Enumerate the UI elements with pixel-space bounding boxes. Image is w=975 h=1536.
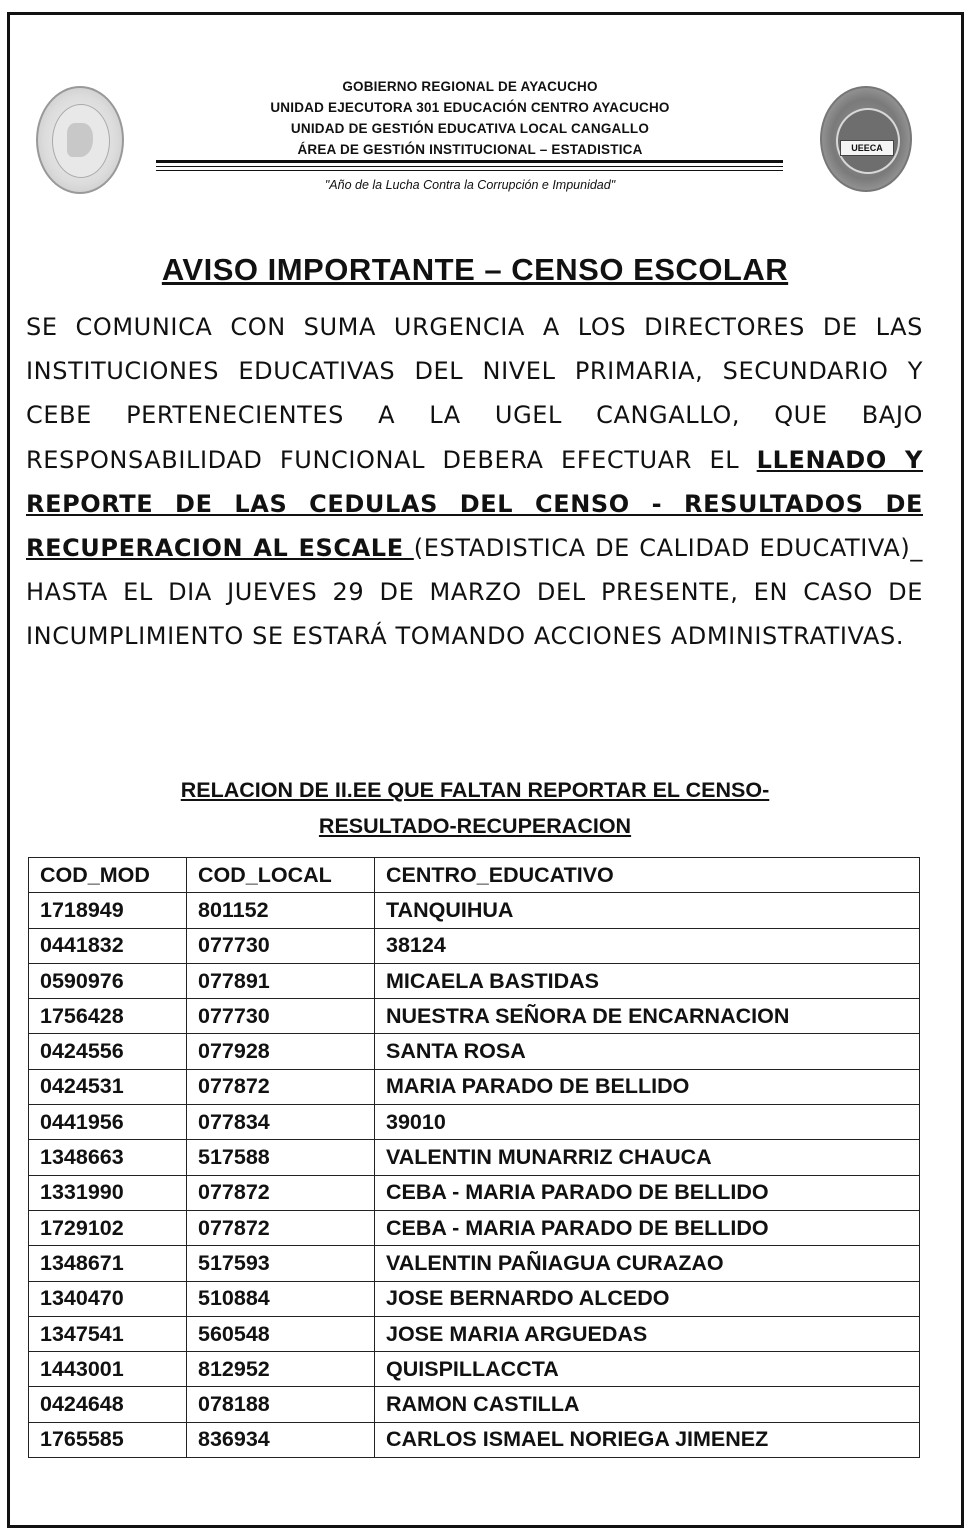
header-divider bbox=[156, 166, 783, 167]
cell-cod-mod: 1718949 bbox=[29, 893, 187, 928]
cell-cod-local: 077730 bbox=[187, 999, 375, 1034]
cell-centro-educativo: VALENTIN MUNARRIZ CHAUCA bbox=[375, 1140, 920, 1175]
cell-cod-mod: 1765585 bbox=[29, 1422, 187, 1457]
cell-cod-local: 077928 bbox=[187, 1034, 375, 1069]
column-header-cod-mod: COD_MOD bbox=[29, 858, 187, 893]
cell-cod-local: 801152 bbox=[187, 893, 375, 928]
table-row bbox=[29, 1175, 920, 1210]
column-header-centro-educativo: CENTRO_EDUCATIVO bbox=[375, 858, 920, 893]
table-row bbox=[29, 1210, 920, 1245]
table-row bbox=[29, 1246, 920, 1281]
cell-cod-local: 077891 bbox=[187, 963, 375, 998]
cell-centro-educativo: 39010 bbox=[375, 1105, 920, 1140]
table-row bbox=[29, 928, 920, 963]
list-title-line: RELACION DE II.EE QUE FALTAN REPORTAR EL CENSO- bbox=[180, 778, 770, 802]
table-body bbox=[29, 893, 920, 1458]
table-row bbox=[29, 1281, 920, 1316]
cell-cod-mod: 1348663 bbox=[29, 1140, 187, 1175]
cell-cod-local: 078188 bbox=[187, 1387, 375, 1422]
table-row bbox=[29, 1387, 920, 1422]
cell-cod-mod: 0590976 bbox=[29, 963, 187, 998]
seal-emblem-icon bbox=[52, 104, 110, 178]
cell-cod-mod: 0441832 bbox=[29, 928, 187, 963]
cell-cod-mod: 0424648 bbox=[29, 1387, 187, 1422]
cell-cod-mod: 0424556 bbox=[29, 1034, 187, 1069]
cell-cod-local: 812952 bbox=[187, 1352, 375, 1387]
table-row bbox=[29, 893, 920, 928]
table-row bbox=[29, 1422, 920, 1457]
table-row bbox=[29, 1105, 920, 1140]
schools-table bbox=[28, 857, 920, 1458]
letterhead bbox=[150, 76, 790, 160]
cell-centro-educativo: MICAELA BASTIDAS bbox=[375, 963, 920, 998]
cell-cod-local: 836934 bbox=[187, 1422, 375, 1457]
cell-cod-local: 077730 bbox=[187, 928, 375, 963]
table-row bbox=[29, 1034, 920, 1069]
cell-centro-educativo: QUISPILLACCTA bbox=[375, 1352, 920, 1387]
body-text-part2: (ESTADISTICA DE CALIDAD EDUCATIVA)_ HASTA EL DIA JUEVES 29 DE MARZO DEL PRESENTE, EN CASO DE INCUMPLIMIENTO SE ESTARÁ TOMANDO ACCIONES ADMINISTRATIVAS. bbox=[26, 534, 923, 651]
notice-body bbox=[26, 305, 923, 659]
regional-government-seal-icon bbox=[36, 86, 124, 194]
year-motto: "Año de la Lucha Contra la Corrupción e Impunidad" bbox=[324, 178, 616, 192]
cell-centro-educativo: TANQUIHUA bbox=[375, 893, 920, 928]
cell-centro-educativo: CEBA - MARIA PARADO DE BELLIDO bbox=[375, 1175, 920, 1210]
table-row bbox=[29, 1352, 920, 1387]
column-header-cod-local: COD_LOCAL bbox=[187, 858, 375, 893]
cell-centro-educativo: JOSE BERNARDO ALCEDO bbox=[375, 1281, 920, 1316]
cell-cod-local: 077872 bbox=[187, 1175, 375, 1210]
table-row bbox=[29, 963, 920, 998]
cell-cod-local: 517588 bbox=[187, 1140, 375, 1175]
cell-cod-mod: 1729102 bbox=[29, 1210, 187, 1245]
cell-cod-local: 077834 bbox=[187, 1105, 375, 1140]
header-line: ÁREA DE GESTIÓN INSTITUCIONAL – ESTADISTICA bbox=[297, 142, 643, 157]
cell-cod-mod: 1331990 bbox=[29, 1175, 187, 1210]
cell-cod-mod: 1340470 bbox=[29, 1281, 187, 1316]
table-row bbox=[29, 1316, 920, 1351]
cell-centro-educativo: 38124 bbox=[375, 928, 920, 963]
cell-cod-mod: 1348671 bbox=[29, 1246, 187, 1281]
cell-centro-educativo: JOSE MARIA ARGUEDAS bbox=[375, 1316, 920, 1351]
body-text-part1: SE COMUNICA CON SUMA URGENCIA A LOS DIRECTORES DE LAS INSTITUCIONES EDUCATIVAS DEL NIVEL PRIMARIA, SECUNDARIO Y CEBE PERTENECIENTES A LA UGEL CANGALLO, QUE BAJO RESPONSABILIDAD FUNCIONAL DEBERA EFECTUAR EL bbox=[26, 313, 923, 474]
cell-cod-mod: 1347541 bbox=[29, 1316, 187, 1351]
header-line: UNIDAD EJECUTORA 301 EDUCACIÓN CENTRO AYACUCHO bbox=[270, 100, 670, 115]
cell-cod-local: 560548 bbox=[187, 1316, 375, 1351]
cell-centro-educativo: RAMON CASTILLA bbox=[375, 1387, 920, 1422]
cell-cod-mod: 1756428 bbox=[29, 999, 187, 1034]
header-line: GOBIERNO REGIONAL DE AYACUCHO bbox=[342, 79, 598, 94]
cell-cod-local: 077872 bbox=[187, 1069, 375, 1104]
table-row bbox=[29, 999, 920, 1034]
table-header-row bbox=[29, 858, 920, 893]
table-row bbox=[29, 1069, 920, 1104]
cell-centro-educativo: VALENTIN PAÑIAGUA CURAZAO bbox=[375, 1246, 920, 1281]
list-title-line: RESULTADO-RECUPERACION bbox=[318, 814, 632, 838]
header-divider bbox=[156, 170, 783, 171]
seal-badge: UEECA bbox=[840, 140, 894, 156]
cell-cod-mod: 0424531 bbox=[29, 1069, 187, 1104]
header-divider bbox=[156, 160, 783, 163]
header-line: UNIDAD DE GESTIÓN EDUCATIVA LOCAL CANGALLO bbox=[290, 121, 650, 136]
cell-centro-educativo: MARIA PARADO DE BELLIDO bbox=[375, 1069, 920, 1104]
table-row bbox=[29, 1140, 920, 1175]
cell-cod-mod: 0441956 bbox=[29, 1105, 187, 1140]
notice-title: AVISO IMPORTANTE – CENSO ESCOLAR bbox=[161, 252, 789, 287]
list-title bbox=[28, 772, 922, 844]
cell-centro-educativo: SANTA ROSA bbox=[375, 1034, 920, 1069]
cell-cod-local: 510884 bbox=[187, 1281, 375, 1316]
cell-centro-educativo: NUESTRA SEÑORA DE ENCARNACION bbox=[375, 999, 920, 1034]
ugel-seal-icon bbox=[820, 86, 912, 192]
cell-cod-local: 077872 bbox=[187, 1210, 375, 1245]
cell-cod-mod: 1443001 bbox=[29, 1352, 187, 1387]
cell-centro-educativo: CARLOS ISMAEL NORIEGA JIMENEZ bbox=[375, 1422, 920, 1457]
cell-centro-educativo: CEBA - MARIA PARADO DE BELLIDO bbox=[375, 1210, 920, 1245]
body-text-underlined: LLENADO Y REPORTE DE LAS CEDULAS DEL CENSO - RESULTADOS DE RECUPERACION AL ESCALE bbox=[26, 445, 924, 563]
cell-cod-local: 517593 bbox=[187, 1246, 375, 1281]
